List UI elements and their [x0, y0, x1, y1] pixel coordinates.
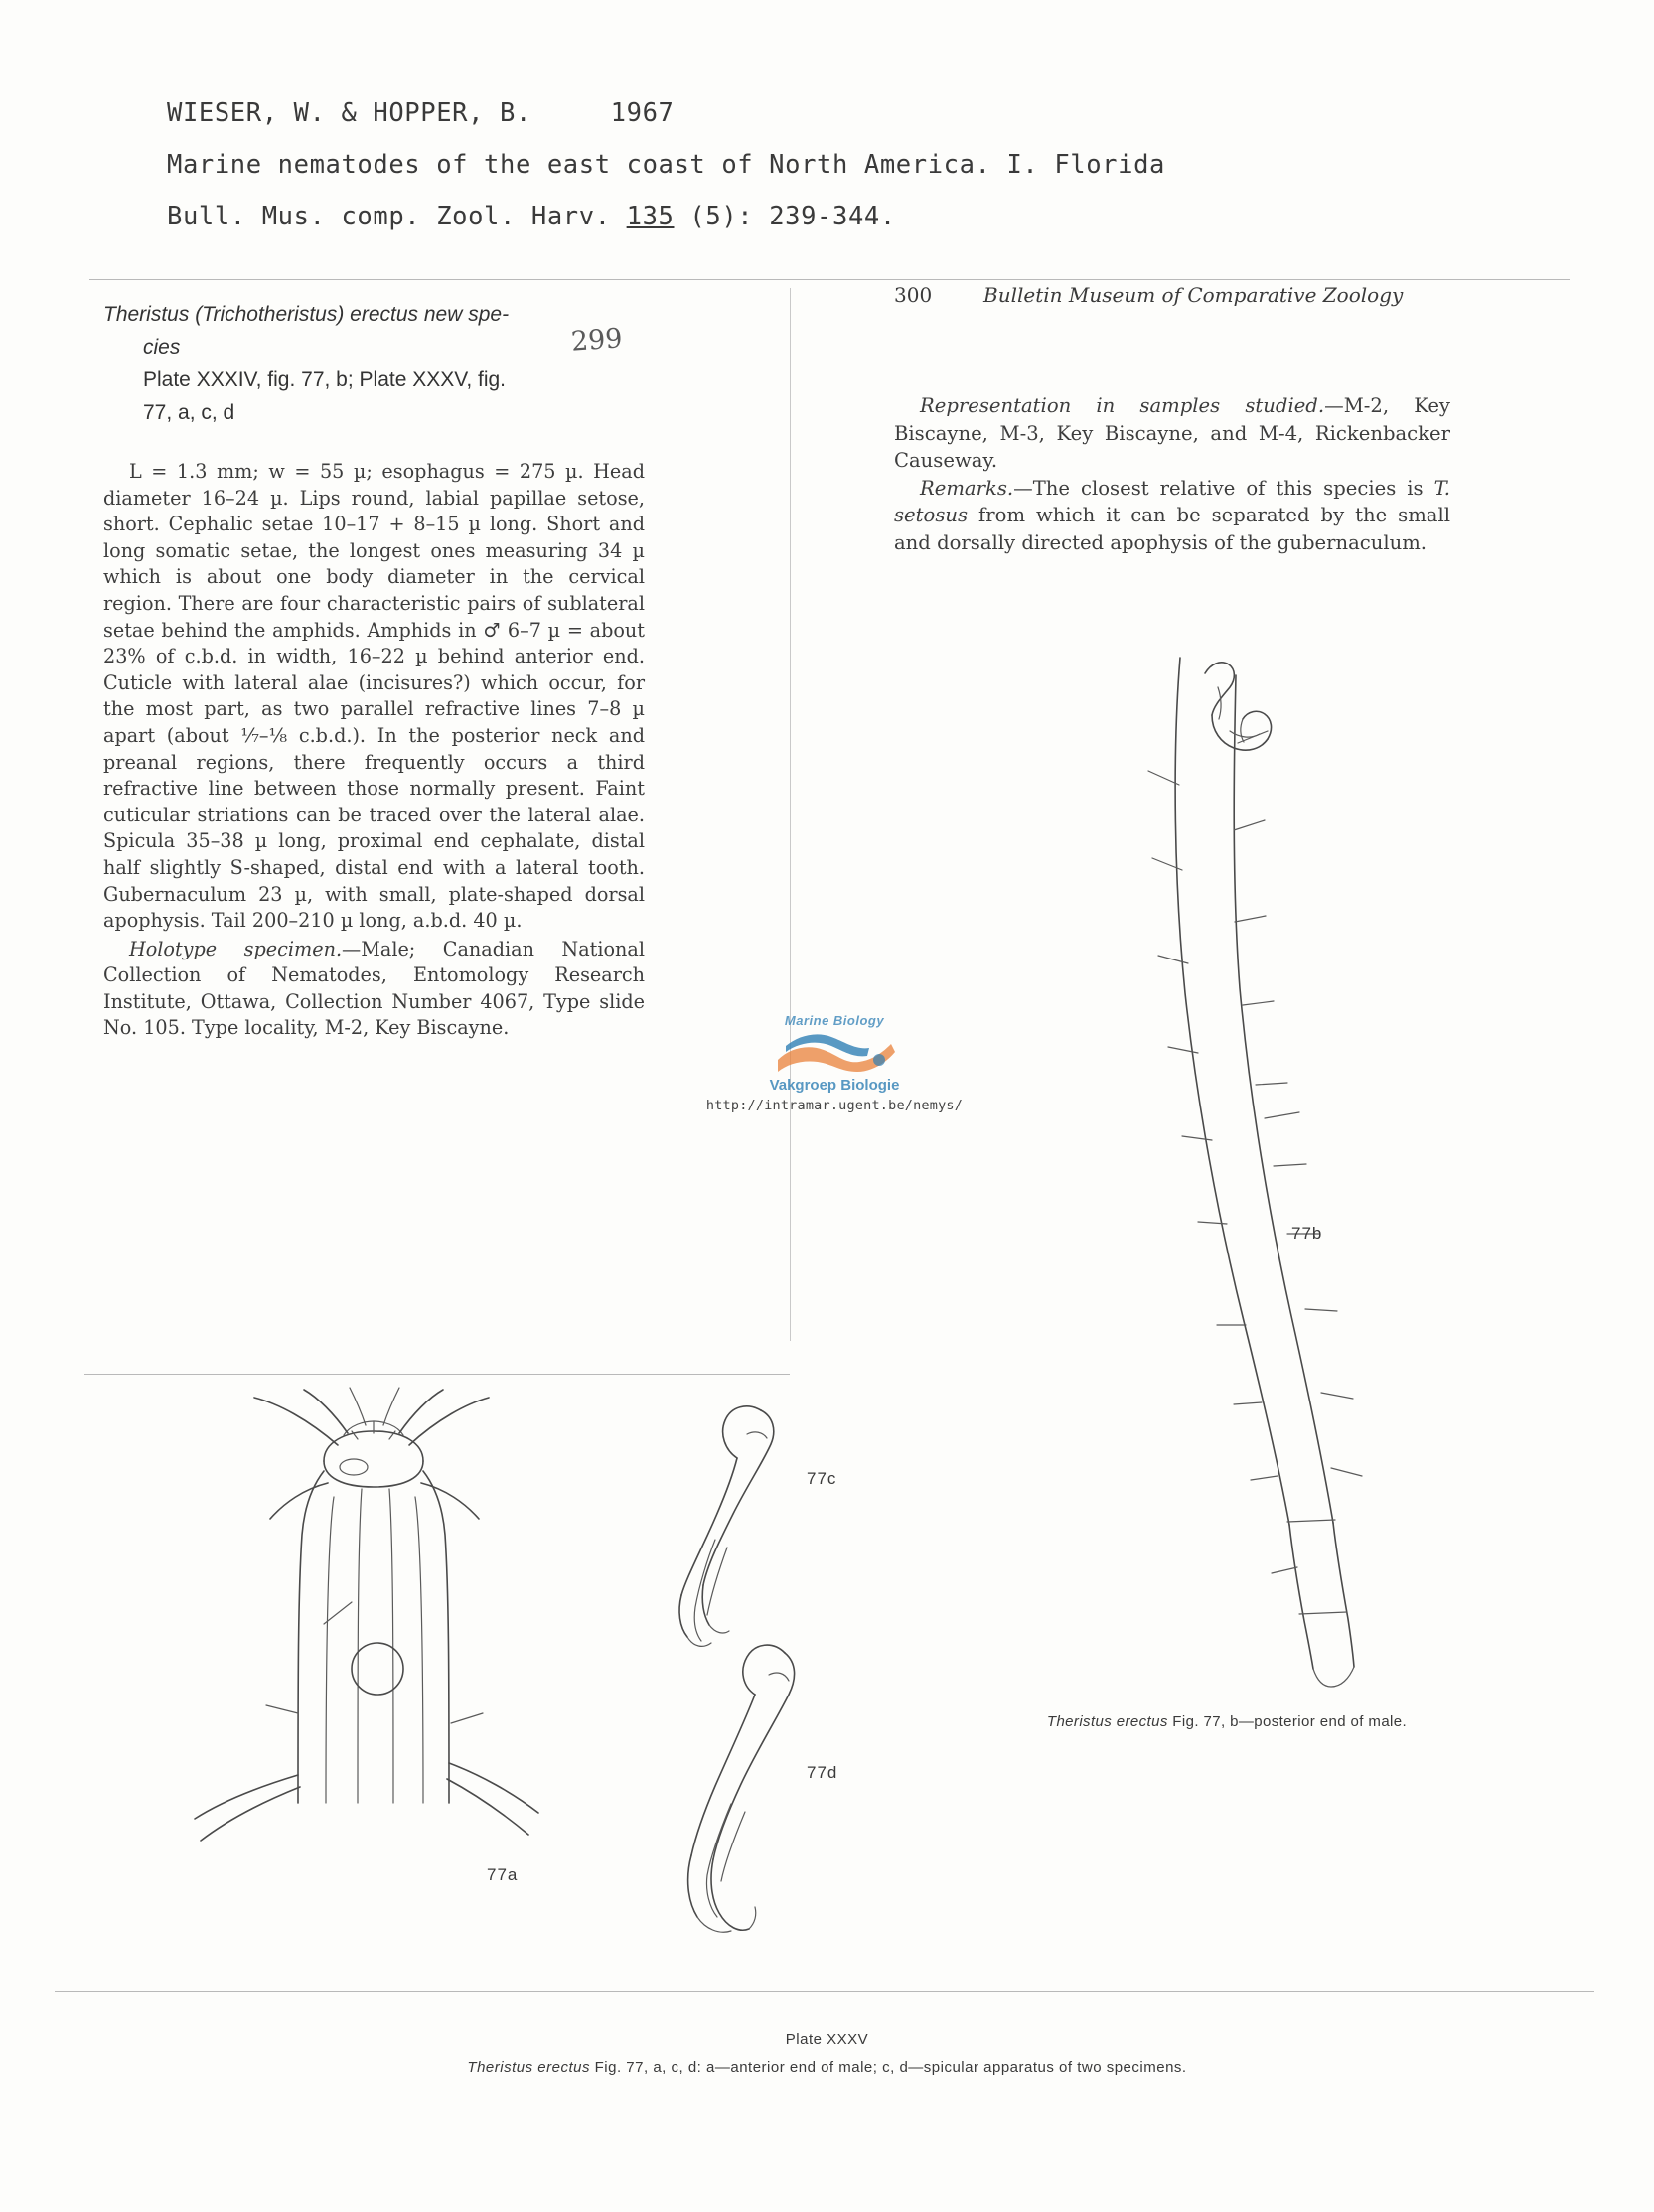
representation-paragraph — [894, 392, 1450, 475]
column-divider-rule — [790, 288, 791, 1341]
plate-caption-rest: Fig. 77, a, c, d: a—anterior end of male; c, d—spicular apparatus of two specimens. — [589, 2059, 1187, 2076]
remarks-text-post: from which it can be separated by the small and dorsally directed apophysis of the gubernaculum. — [894, 504, 1450, 554]
species-heading — [103, 298, 670, 429]
figure-label-77a: 77a — [487, 1865, 519, 1884]
species-name-line-2: cies — [143, 336, 181, 359]
journal-running-title: Bulletin Museum of Comparative Zoology — [983, 283, 1404, 307]
right-column-text — [894, 392, 1450, 556]
holotype-text: —Male; Canadian National Collection of Nematodes, Entomology Research Institute, Ottawa, Collection Number 4067, Type slide No. 105. Type locality, M-2, Key Biscayne. — [103, 937, 645, 1040]
running-head — [894, 283, 1510, 307]
page-folio-number: 300 — [894, 283, 933, 307]
citation-line-source — [167, 191, 1498, 242]
library-watermark — [685, 1013, 983, 1113]
citation-header — [167, 87, 1498, 242]
watermark-top-text: Marine Biology — [784, 1013, 885, 1028]
plate-reference-line-1: Plate XXXIV, fig. 77, b; Plate XXXV, fig. — [143, 369, 507, 391]
figure-77d-drawing — [646, 1629, 904, 1967]
citation-source-pre: Bull. Mus. comp. Zool. Harv. — [167, 202, 627, 231]
species-name-line-1: Theristus (Trichotheristus) erectus new spe- — [103, 303, 510, 326]
description-paragraph: L = 1.3 mm; w = 55 µ; esophagus = 275 µ. Head diameter 16–24 µ. Lips round, labial papillae setose, short. Cephalic setae 10–17 + 8–15 µ long. Short and long somatic setae, the longest ones measuring 34 µ which is about one body diameter in the cervical region. There are four characteristic pairs of sublateral setae behind the amphids. Amphids in ♂ 6–7 µ = about 23% of c.b.d. in width, 16–22 µ behind anterior end. Cuticle with lateral alae (incisures?) which occur, for the most part, as two parallel refractive lines 7–8 µ apart (about ¹⁄₇–¹⁄₈ c.b.d.). In the posterior neck and preanal regions, there frequently occurs a third refractive line between those normally present. Faint cuticular striations can be traced over the lateral alae. Spicula 35–38 µ long, proximal end cephalate, distal half slightly S-shaped, distal end with a lateral tooth. Gubernaculum 23 µ, with small, plate-shaped dorsal apophysis. Tail 200–210 µ long, a.b.d. 40 µ. — [103, 460, 645, 933]
plate-title: Plate XXXV — [785, 2031, 869, 2048]
figure-77b-caption-species: Theristus erectus — [1046, 1713, 1168, 1730]
representation-text: —M-2, Key Biscayne, M-3, Key Biscayne, and M-4, Rickenbacker Causeway. — [894, 394, 1450, 472]
figure-77b-svg — [1023, 636, 1440, 1689]
citation-line-authors: WIESER, W. & HOPPER, B. 1967 — [167, 98, 675, 128]
plate-caption-species: Theristus erectus — [467, 2059, 590, 2076]
plate-caption-text — [60, 2054, 1594, 2082]
citation-line-title: Marine nematodes of the east coast of North America. I. Florida — [167, 150, 1165, 180]
holotype-lead-italic: Holotype specimen. — [129, 937, 343, 960]
remarks-text-pre: —The closest relative of this species is — [1013, 476, 1434, 500]
handwritten-page-number: 299 — [569, 323, 624, 358]
citation-source-post: (5): 239-344. — [674, 202, 896, 231]
plate-reference-line-2: 77, a, c, d — [143, 401, 235, 424]
figure-77b-drawing — [1023, 636, 1440, 1689]
citation-volume: 135 — [626, 202, 675, 231]
figure-77b-caption-text: Fig. 77, b—posterior end of male. — [1167, 1713, 1408, 1730]
watermark-mid-text: Vakgroep Biologie — [769, 1077, 900, 1094]
watermark-url: http://intramar.ugent.be/nemys/ — [705, 1098, 964, 1113]
watermark-logo-icon — [760, 1030, 909, 1076]
figure-77a-svg — [139, 1386, 656, 1942]
remarks-paragraph — [894, 475, 1450, 557]
figure-77d-svg — [646, 1629, 904, 1967]
remarks-lead-italic: Remarks. — [920, 476, 1014, 500]
figure-label-77b: 77b — [1291, 1224, 1323, 1243]
figure-label-77c: 77c — [807, 1469, 837, 1488]
plate-caption-rule — [55, 1991, 1594, 1992]
figure-77b-caption — [978, 1713, 1475, 1730]
top-divider-rule — [89, 279, 1570, 280]
figure-77a-drawing — [139, 1386, 656, 1942]
left-column-bottom-rule — [84, 1374, 790, 1375]
representation-lead-italic: Representation in samples studied. — [920, 394, 1325, 417]
left-column-text — [103, 459, 645, 1042]
remarks-species-italic: T. setosus — [894, 476, 1450, 526]
plate-caption-block — [60, 2026, 1594, 2082]
holotype-paragraph — [103, 937, 645, 1042]
figure-label-77d: 77d — [807, 1763, 838, 1782]
